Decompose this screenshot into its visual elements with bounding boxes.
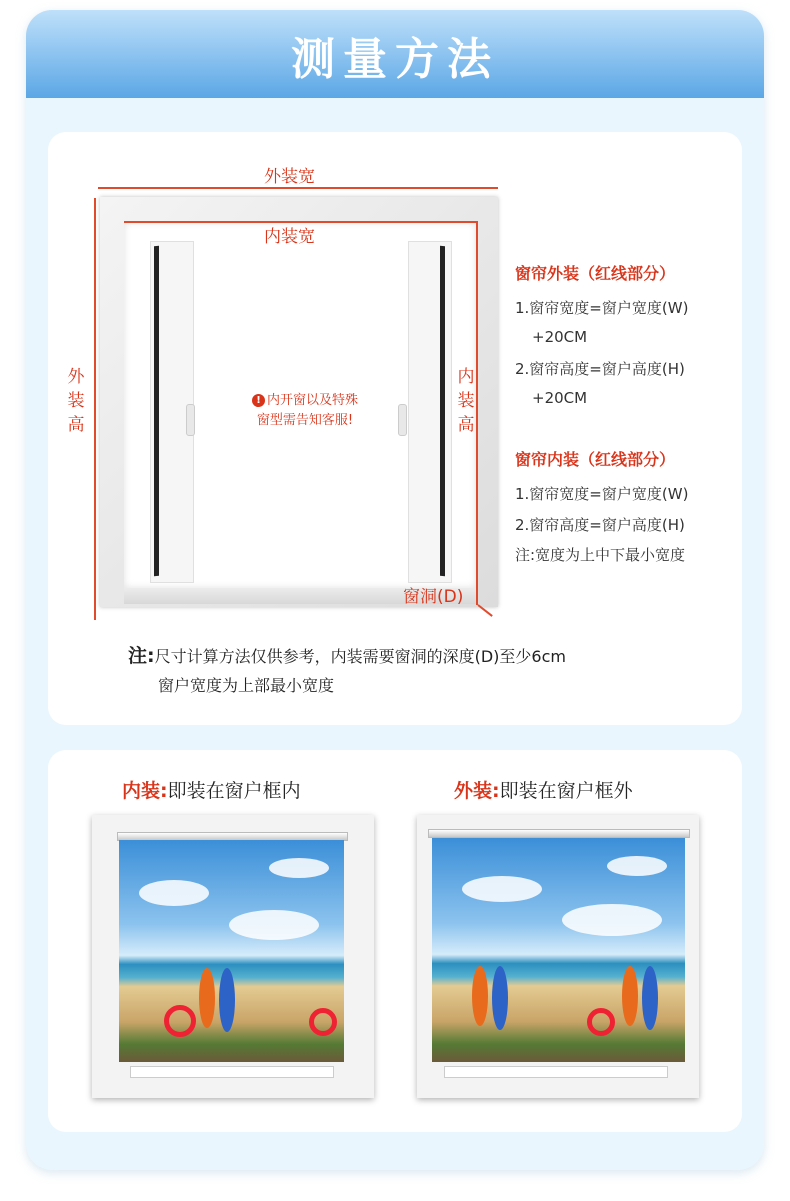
inner-rule-note: 注:宽度为上中下最小宽度 — [515, 546, 686, 564]
inner-install-caption: 内装:即装在窗户框内 — [122, 780, 301, 802]
left-glass-edge — [154, 246, 159, 577]
inner-height-label: 内 装 高 — [457, 367, 475, 435]
outer-install-title: 窗帘外装（红线部分） — [515, 264, 676, 283]
inner-rule-1: 1.窗帘宽度=窗户宽度(W) — [515, 485, 689, 503]
inner-blind-bottom-bar — [130, 1066, 334, 1078]
right-sash — [408, 241, 452, 583]
note-prefix: 注: — [128, 645, 155, 667]
page-title: 测量方法 — [291, 34, 499, 85]
outer-height-line — [94, 198, 96, 620]
measurement-note: 注:尺寸计算方法仅供参考，内装需要窗洞的深度(D)至少6cm — [128, 645, 566, 667]
outer-rule-2b: +20CM — [532, 389, 588, 407]
measurement-note-line2: 窗户宽度为上部最小宽度 — [158, 676, 335, 695]
depth-label: 窗洞(D) — [403, 587, 464, 607]
inner-roller-blind — [119, 840, 344, 1062]
header-banner — [26, 10, 764, 98]
outer-height-label: 外 装 高 — [67, 367, 85, 435]
outer-rule-1b: +20CM — [532, 328, 588, 346]
inner-install-title: 窗帘内装（红线部分） — [515, 450, 676, 469]
exclamation-icon: ! — [252, 394, 265, 407]
outer-rule-1: 1.窗帘宽度=窗户宽度(W) — [515, 299, 689, 317]
outer-rule-2: 2.窗帘高度=窗户高度(H) — [515, 360, 685, 378]
outer-roller-blind — [432, 838, 685, 1062]
inner-width-label: 内装宽 — [264, 227, 315, 247]
outer-blind-bottom-bar — [444, 1066, 668, 1078]
outer-blind-rail — [428, 829, 690, 838]
left-handle — [186, 404, 195, 436]
right-glass-edge — [440, 246, 445, 577]
outer-width-line — [98, 187, 498, 189]
special-window-notice: ! 内开窗以及特殊 窗型需告知客服! — [230, 391, 380, 431]
outer-install-caption: 外装:即装在窗户框外 — [454, 780, 633, 802]
outer-width-label: 外装宽 — [264, 167, 315, 187]
inner-rule-2: 2.窗帘高度=窗户高度(H) — [515, 516, 685, 534]
inner-height-line — [476, 221, 478, 605]
right-handle — [398, 404, 407, 436]
